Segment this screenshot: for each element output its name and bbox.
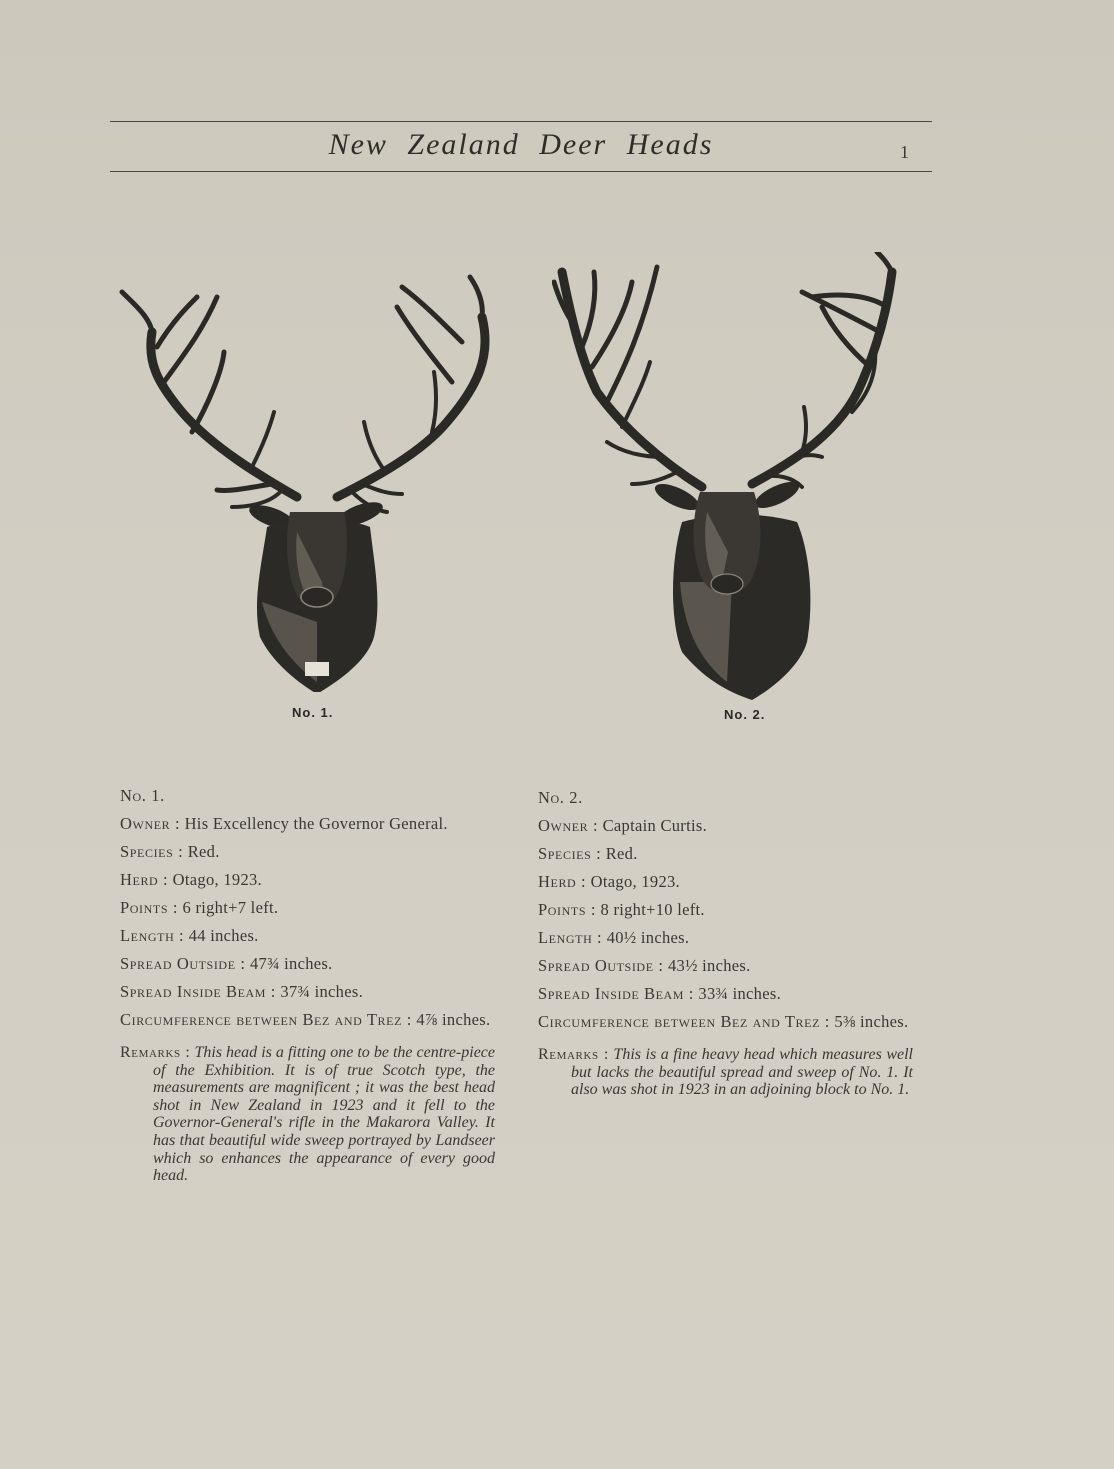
header-rule-bottom	[110, 171, 932, 172]
herd-value: Otago, 1923.	[172, 870, 262, 889]
points-value: 8 right+10 left.	[600, 900, 705, 919]
herd-line	[120, 870, 510, 898]
remarks-label: Remarks :	[120, 1044, 191, 1061]
spread-inside-label: Spread Inside Beam :	[120, 982, 276, 1001]
spread-inside-line	[120, 982, 510, 1010]
remarks-block	[120, 1044, 510, 1185]
circumference-value: 4⅞ inches.	[416, 1010, 491, 1029]
owner-value: Captain Curtis.	[602, 816, 708, 835]
spread-inside-line	[538, 984, 928, 1012]
points-label: Points :	[120, 898, 179, 917]
spread-inside-value: 37¾ inches.	[280, 982, 363, 1001]
deer-head-photo-2	[552, 252, 912, 702]
owner-line	[120, 814, 510, 842]
herd-value: Otago, 1923.	[590, 872, 680, 891]
plate-caption-2: No. 2.	[724, 707, 766, 722]
owner-label: Owner :	[538, 816, 599, 835]
circumference-line	[120, 1010, 510, 1038]
owner-value: His Excellency the Governor General.	[184, 814, 448, 833]
entry-number-text: No. 1.	[120, 786, 165, 805]
entry-no-1	[120, 786, 510, 1185]
points-value: 6 right+7 left.	[182, 898, 279, 917]
herd-label: Herd :	[538, 872, 587, 891]
species-value: Red.	[187, 842, 220, 861]
herd-label: Herd :	[120, 870, 169, 889]
species-value: Red.	[605, 844, 638, 863]
entry-number	[538, 788, 928, 816]
circumference-label: Circumference between Bez and Trez :	[538, 1012, 830, 1031]
circumference-line	[538, 1012, 928, 1040]
length-line	[538, 928, 928, 956]
species-line	[538, 844, 928, 872]
species-line	[120, 842, 510, 870]
header-rule-top	[110, 121, 932, 122]
entry-no-2	[538, 788, 928, 1099]
running-title: New Zealand Deer Heads	[328, 128, 714, 161]
spread-outside-value: 47¾ inches.	[249, 954, 333, 973]
plate-caption-1: No. 1.	[292, 705, 334, 720]
species-label: Species :	[120, 842, 184, 861]
length-label: Length :	[120, 926, 185, 945]
length-line	[120, 926, 510, 954]
spread-outside-line	[538, 956, 928, 984]
page-number: 1	[900, 142, 909, 162]
owner-line	[538, 816, 928, 844]
remarks-block	[538, 1046, 928, 1099]
length-value: 40½ inches.	[606, 928, 690, 947]
owner-label: Owner :	[120, 814, 181, 833]
points-line	[120, 898, 510, 926]
circumference-value: 5⅜ inches.	[834, 1012, 909, 1031]
length-label: Length :	[538, 928, 603, 947]
species-label: Species :	[538, 844, 602, 863]
remarks-label: Remarks :	[538, 1046, 609, 1063]
length-value: 44 inches.	[188, 926, 259, 945]
herd-line	[538, 872, 928, 900]
spread-outside-value: 43½ inches.	[667, 956, 751, 975]
points-line	[538, 900, 928, 928]
spread-outside-label: Spread Outside :	[538, 956, 664, 975]
spread-inside-label: Spread Inside Beam :	[538, 984, 694, 1003]
spread-outside-line	[120, 954, 510, 982]
entry-number	[120, 786, 510, 814]
spread-outside-label: Spread Outside :	[120, 954, 246, 973]
spread-inside-value: 33¾ inches.	[698, 984, 781, 1003]
deer-head-photo-1	[112, 262, 502, 692]
remarks-text: This head is a fitting one to be the centre-piece of the Exhibition. It is of true Scotch type, the measurements are magnificent ; it was the best head shot in New Zealand in 1923 and it fell to the Governor-General's rifle in the Makarora Valley. It has that beautiful wide sweep portrayed by Landseer which so enhances the appearance of every good head.	[153, 1044, 495, 1185]
points-label: Points :	[538, 900, 597, 919]
remarks-text: This is a fine heavy head which measures well but lacks the beautiful spread and sweep of No. 1. It also was shot in 1923 in an adjoining block to No. 1.	[571, 1046, 913, 1099]
entry-number-text: No. 2.	[538, 788, 583, 807]
circumference-label: Circumference between Bez and Trez :	[120, 1010, 412, 1029]
